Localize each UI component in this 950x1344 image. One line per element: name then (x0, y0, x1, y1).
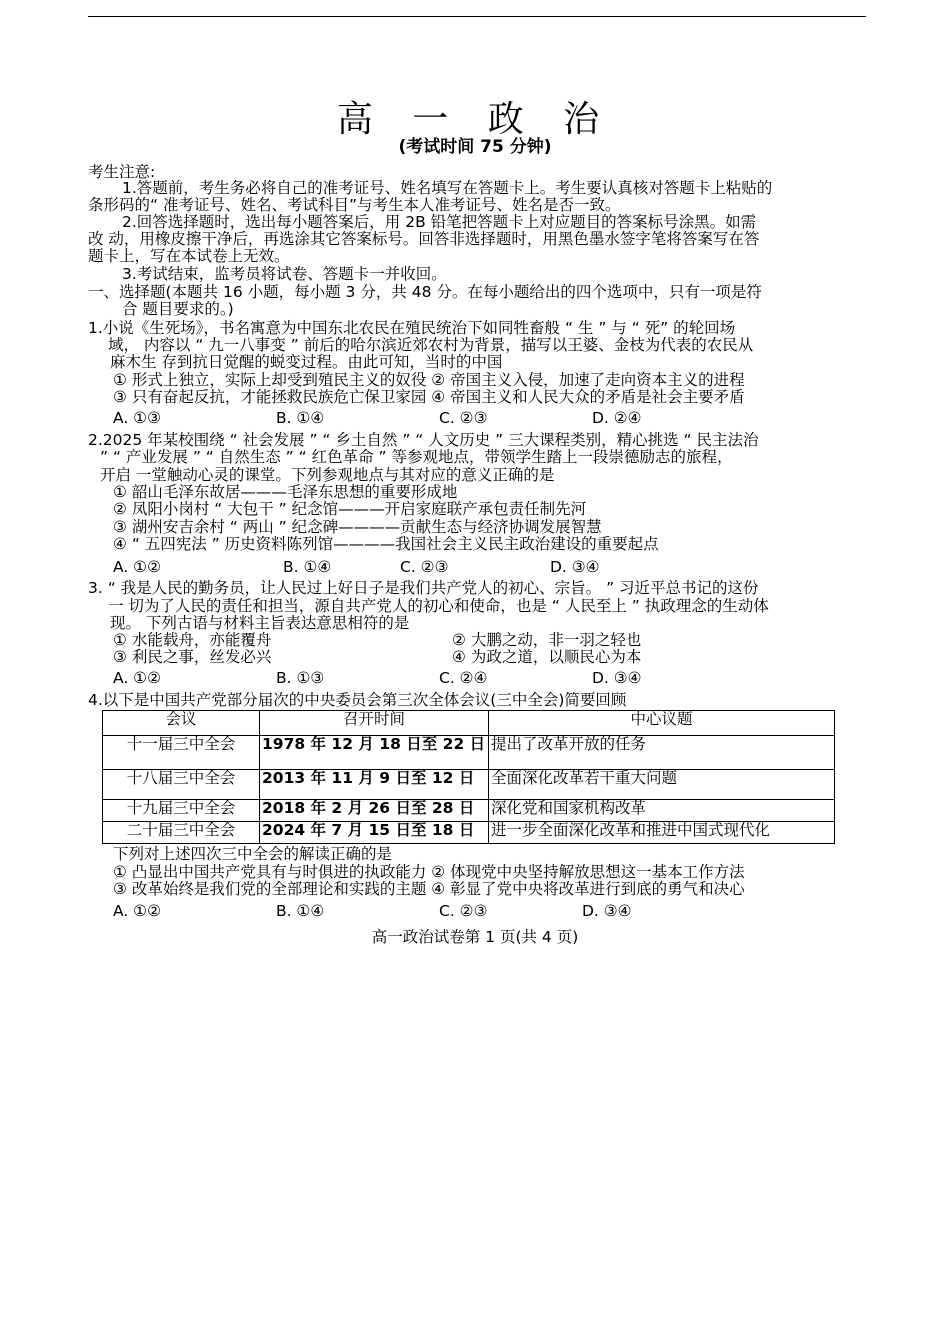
top-rule (88, 16, 866, 17)
q3-item: ① 水能载舟，亦能覆舟 (113, 631, 272, 649)
exam-duration: (考试时间 75 分钟) (398, 137, 552, 157)
notice-line: 3.考试结束，监考员将试卷、答题卡一并收回。 (122, 265, 447, 283)
notice-line: 1.答题前，考生务必将自己的准考证号、姓名填写在答题卡上。考生要认真核对答题卡上粘贴的 (122, 179, 773, 197)
table-cell: 十八届三中全会 (103, 770, 260, 800)
q3-item: ③ 利民之事，丝发必兴 (113, 648, 272, 666)
q2-option-d: D. ③④ (550, 558, 600, 576)
table-header: 召开时间 (260, 711, 489, 736)
table-row (103, 736, 835, 770)
q2-item: ① 韶山毛泽东故居———毛泽东思想的重要形成地 (113, 483, 458, 501)
q4-option-d: D. ③④ (582, 902, 632, 920)
q3-item: ④ 为政之道，以顺民心为本 (452, 648, 642, 666)
table-row (103, 822, 835, 844)
q2-item: ② 凤阳小岗村 “ 大包干 ” 纪念馆———开启家庭联产承包责任制先河 (113, 500, 587, 518)
table-cell: 进一步全面深化改革和推进中国式现代化 (489, 822, 835, 844)
q1-option-c: C. ②③ (439, 409, 488, 427)
q4-option-b: B. ①④ (276, 902, 325, 920)
q2-option-c: C. ②③ (400, 558, 449, 576)
q2-stem: 2.2025 年某校围绕 “ 社会发展 ” “ 乡土自然 ” “ 人文历史 ” 三大课程类别，精心挑选 “ 民主法治 (88, 431, 759, 449)
table-header: 会议 (103, 711, 260, 736)
table-cell: 2024 年 7 月 15 日至 18 日 (260, 822, 489, 844)
notice-heading: 考生注意: (88, 163, 156, 181)
notice-line: 条形码的“ 准考证号、姓名、考试科目”与考生本人准考证号、姓名是否一致。 (88, 196, 621, 214)
table-cell: 十九届三中全会 (103, 800, 260, 822)
notice-line: 改 动，用橡皮擦干净后，再选涂其它答案标号。回答非选择题时，用黑色墨水签字笔将答案写在答 (88, 230, 760, 248)
q1-option-b: B. ①④ (276, 409, 325, 427)
page-title: 高 一 政 治 (336, 99, 614, 140)
section-heading-cont: 合 题目要求的。) (122, 300, 234, 318)
table-cell: 十一届三中全会 (103, 736, 260, 770)
q2-option-a: A. ①② (113, 558, 161, 576)
q1-stem: 1.小说《生死场》，书名寓意为中国东北农民在殖民统治下如同牲畜般 “ 生 ” 与 “ 死” 的轮回场 (88, 319, 736, 337)
q1-option-d: D. ②④ (592, 409, 642, 427)
q4-option-a: A. ①② (113, 902, 161, 920)
q2-item: ③ 湖州安吉余村 “ 两山 ” 纪念碑————贡献生态与经济协调发展智慧 (113, 518, 602, 536)
q3-option-c: C. ②④ (439, 669, 488, 687)
section-heading: 一、选择题(本题共 16 小题，每小题 3 分，共 48 分。在每小题给出的四个选项中，只有一项是符 (88, 283, 762, 301)
table-cell: 全面深化改革若干重大问题 (489, 770, 835, 800)
notice-line: 题卡上，写在本试卷上无效。 (88, 247, 290, 265)
table-cell: 提出了改革开放的任务 (489, 736, 835, 770)
q3-item: ② 大鹏之动，非一羽之轻也 (452, 631, 642, 649)
table-cell: 深化党和国家机构改革 (489, 800, 835, 822)
q4-stem: 4.以下是中国共产党部分届次的中央委员会第三次全体会议(三中全会)简要回顾 (88, 691, 627, 709)
q2-item: ④ “ 五四宪法 ” 历史资料陈列馆————我国社会主义民主政治建设的重要起点 (113, 535, 659, 553)
table-header: 中心议题 (489, 711, 835, 736)
page-footer: 高一政治试卷第 1 页(共 4 页) (371, 928, 579, 946)
table-cell: 2018 年 2 月 26 日至 28 日 (260, 800, 489, 822)
q3-option-a: A. ①② (113, 669, 161, 687)
q4-lead: 下列对上述四次三中全会的解读正确的是 (113, 845, 393, 863)
table-cell: 2013 年 11 月 9 日至 12 日 (260, 770, 489, 800)
q3-option-b: B. ①③ (276, 669, 325, 687)
q1-option-a: A. ①③ (113, 409, 161, 427)
q1-item: ① 形式上独立，实际上却受到殖民主义的奴役 ② 帝国主义入侵，加速了走向资本主义的进程 (113, 371, 745, 389)
table-cell: 1978 年 12 月 18 日至 22 日 (260, 736, 489, 770)
q3-stem: 3. “ 我是人民的勤务员，让人民过上好日子是我们共产党人的初心、宗旨。 ” 习近平总书记的这份 (88, 579, 759, 597)
notice-line: 2.回答选择题时，选出每小题答案后，用 2B 铅笔把答题卡上对应题目的答案标号涂黑。如需 (122, 213, 757, 231)
q2-option-b: B. ①④ (283, 558, 332, 576)
plenum-table (102, 710, 835, 844)
table-row (103, 800, 835, 822)
table-row (103, 770, 835, 800)
q4-item: ① 凸显出中国共产党具有与时俱进的执政能力 ② 体现党中央坚持解放思想这一基本工作方法 (113, 863, 745, 881)
q3-stem: 现。 下列古语与材料主旨表达意思相符的是 (110, 614, 410, 632)
q2-stem: ” “ 产业发展 ” “ 自然生态 ” “ 红色革命 ” 等参观地点，带领学生踏上一段崇德励志的旅程， (100, 448, 733, 466)
q4-item: ③ 改革始终是我们党的全部理论和实践的主题 ④ 彰显了党中央将改革进行到底的勇气和决心 (113, 880, 745, 898)
q1-item: ③ 只有奋起反抗，才能拯救民族危亡保卫家园 ④ 帝国主义和人民大众的矛盾是社会主要矛盾 (113, 388, 745, 406)
table-cell: 二十届三中全会 (103, 822, 260, 844)
q3-stem: 一 切为了人民的责任和担当，源自共产党人的初心和使命，也是 “ 人民至上 ” 执政理念的生动体 (108, 597, 769, 615)
q4-option-c: C. ②③ (439, 902, 488, 920)
q1-stem: 麻木生 存到抗日觉醒的蜕变过程。由此可知，当时的中国 (110, 353, 503, 371)
q2-stem: 开启 一堂触动心灵的课堂。下列参观地点与其对应的意义正确的是 (100, 466, 555, 484)
q1-stem: 域， 内容以 “ 九一八事变 ” 前后的哈尔滨近郊农村为背景，描写以王婆、金枝为代表的农民从 (108, 336, 754, 354)
q3-option-d: D. ③④ (592, 669, 642, 687)
